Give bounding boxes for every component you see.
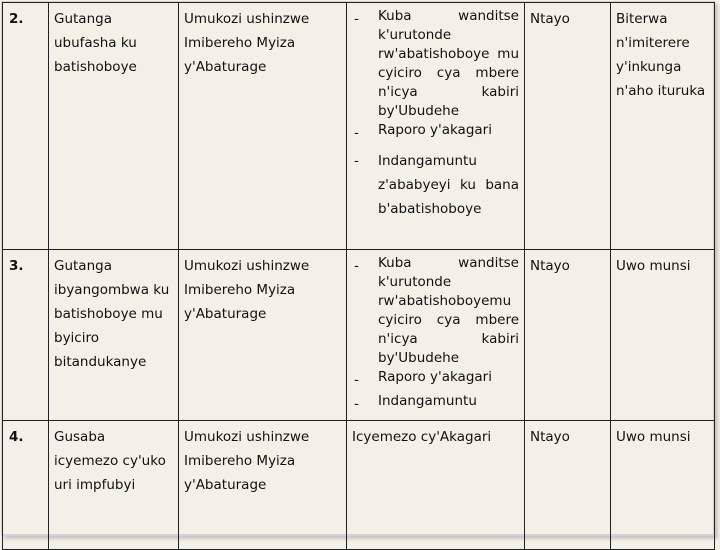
fee-cell: Ntayo bbox=[525, 421, 611, 550]
table-row bbox=[3, 421, 715, 550]
requirement-item bbox=[352, 368, 519, 392]
requirement-item bbox=[352, 254, 519, 368]
requirement-item bbox=[352, 121, 519, 145]
table-row bbox=[3, 250, 715, 421]
activity-cell: Gutanga ibyangombwa ku batishoboye mu byiciro bitandukanye bbox=[49, 250, 179, 421]
requirement-item bbox=[352, 149, 519, 221]
requirements-cell bbox=[347, 3, 525, 250]
list-dash: - bbox=[354, 258, 359, 274]
activity-cell: Gutanga ubufasha ku batishoboye bbox=[49, 3, 179, 250]
requirement-item bbox=[352, 392, 519, 416]
responsible-cell: Umukozi ushinzwe Imibereho Myiza y'Abaturage bbox=[179, 421, 347, 550]
requirements-cell: Icyemezo cy'Akagari bbox=[347, 421, 525, 550]
time-cell: Uwo munsi bbox=[611, 250, 715, 421]
requirement-text: Raporo y'akagari bbox=[378, 369, 492, 385]
requirement-text: Kuba wanditse k'urutonde rw'abatishoboyemu cyiciro cya mbere n'icya kabiri by'Ubudehe bbox=[378, 255, 519, 366]
requirement-text: Indangamuntu z'ababyeyi ku bana b'abatishoboye bbox=[378, 153, 519, 217]
activity-cell: Gusaba icyemezo cy'uko uri impfubyi bbox=[49, 421, 179, 550]
requirements-cell bbox=[347, 250, 525, 421]
responsible-cell: Umukozi ushinzwe Imibereho Myiza y'Abaturage bbox=[179, 250, 347, 421]
row-number: 4. bbox=[3, 421, 49, 550]
list-dash: - bbox=[354, 153, 359, 169]
fee-cell: Ntayo bbox=[525, 3, 611, 250]
list-dash: - bbox=[354, 372, 359, 388]
requirement-item bbox=[352, 7, 519, 121]
row-number: 3. bbox=[3, 250, 49, 421]
list-dash: - bbox=[354, 125, 359, 141]
fee-cell: Ntayo bbox=[525, 250, 611, 421]
responsible-cell: Umukozi ushinzwe Imibereho Myiza y'Abaturage bbox=[179, 3, 347, 250]
requirement-text: Raporo y'akagari bbox=[378, 122, 492, 138]
requirement-text: Indangamuntu bbox=[378, 393, 477, 409]
row-number: 2. bbox=[3, 3, 49, 250]
services-table bbox=[2, 2, 715, 550]
table-row bbox=[3, 3, 715, 250]
list-dash: - bbox=[354, 11, 359, 27]
time-cell: Uwo munsi bbox=[611, 421, 715, 550]
time-cell: Biterwa n'imiterere y'inkunga n'aho ituruka bbox=[611, 3, 715, 250]
requirement-text: Kuba wanditse k'urutonde rw'abatishoboye mu cyiciro cya mbere n'icya kabiri by'Ubudehe bbox=[378, 8, 519, 119]
list-dash: - bbox=[354, 396, 359, 412]
